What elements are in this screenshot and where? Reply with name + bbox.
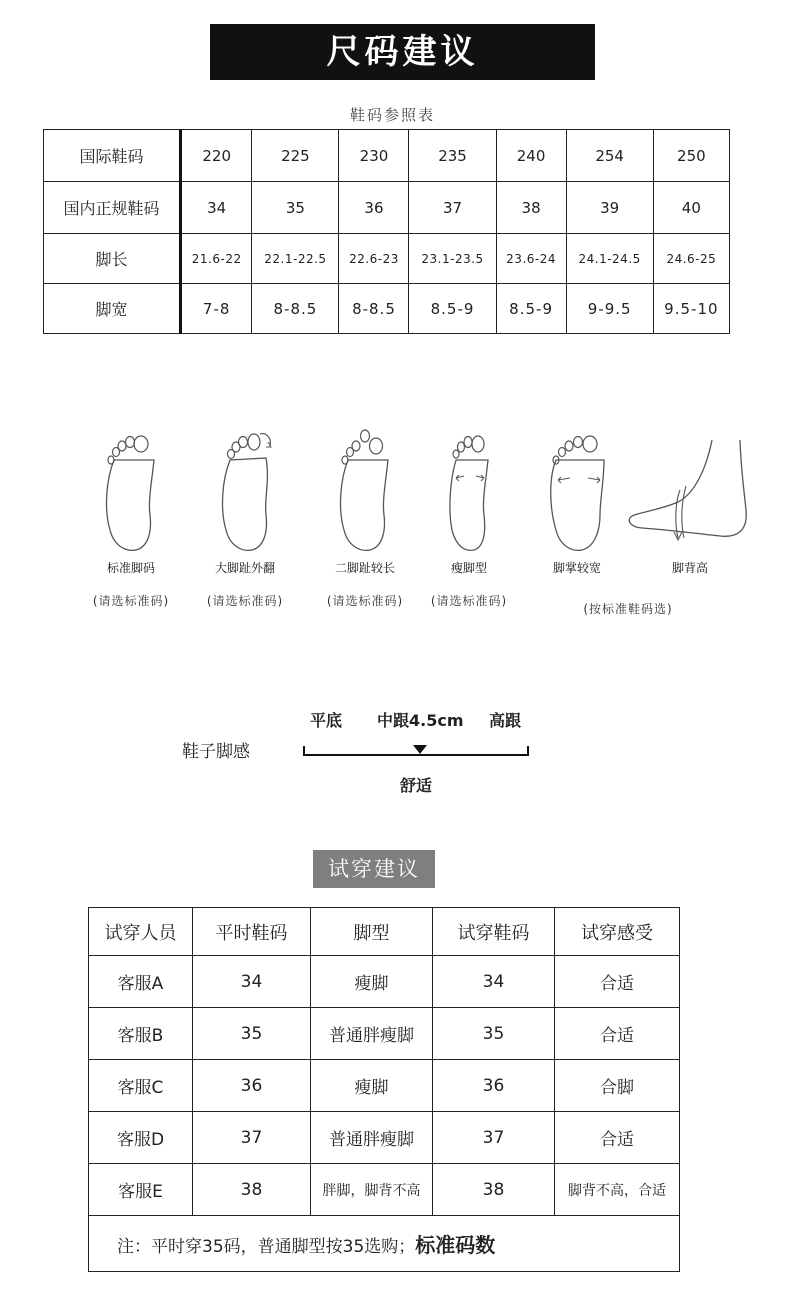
foot-type-bunion xyxy=(190,420,300,609)
scale-label-high: 高跟 xyxy=(489,711,522,730)
table-cell: 37 xyxy=(193,1112,311,1164)
table-cell: 40 xyxy=(653,182,729,234)
table-cell: 34 xyxy=(181,182,252,234)
column-header: 试穿感受 xyxy=(555,908,680,956)
table-cell: 22.1-22.5 xyxy=(252,234,339,284)
table-row xyxy=(89,956,680,1008)
table-cell: 36 xyxy=(433,1060,555,1112)
table-cell: 8.5-9 xyxy=(496,284,566,334)
long-second-toe-foot-icon xyxy=(330,420,400,555)
foot-type-note: (请选标准码) xyxy=(430,594,508,608)
foot-types-section xyxy=(0,420,800,640)
table-row xyxy=(89,1164,680,1216)
size-reference-table xyxy=(43,129,730,334)
table-cell: 瘦脚 xyxy=(311,956,433,1008)
table-cell: 瘦脚 xyxy=(311,1060,433,1112)
table-cell: 24.1-24.5 xyxy=(566,234,653,284)
table-cell: 胖脚，脚背不高 xyxy=(311,1164,433,1216)
foot-type-slim xyxy=(414,420,524,609)
high-instep-foot-icon xyxy=(620,420,760,555)
slim-foot-icon xyxy=(434,420,504,555)
table-header-row xyxy=(89,908,680,956)
table-cell: 37 xyxy=(433,1112,555,1164)
trial-table xyxy=(88,907,680,1272)
table-cell: 254 xyxy=(566,130,653,182)
foot-type-label: 二脚趾较长 xyxy=(334,561,395,575)
foot-type-standard xyxy=(76,420,186,609)
table-cell: 240 xyxy=(496,130,566,182)
table-row xyxy=(44,234,730,284)
table-row xyxy=(89,1008,680,1060)
note-emphasis: 标准码数 xyxy=(415,1233,496,1257)
foot-type-note: (请选标准码) xyxy=(326,594,404,608)
foot-type-high-instep xyxy=(620,420,760,576)
foot-type-long-second-toe xyxy=(310,420,420,609)
table-cell: 客服B xyxy=(89,1008,193,1060)
table-cell: 8-8.5 xyxy=(339,284,409,334)
page-title: 尺码建议 xyxy=(210,24,595,80)
table-cell: 23.6-24 xyxy=(496,234,566,284)
column-header: 试穿鞋码 xyxy=(433,908,555,956)
table-cell: 36 xyxy=(193,1060,311,1112)
foot-type-label: 瘦脚型 xyxy=(450,561,487,575)
table-cell: 普通胖瘦脚 xyxy=(311,1008,433,1060)
scale-marker-icon xyxy=(413,745,427,754)
note-row xyxy=(89,1216,680,1272)
table-row xyxy=(44,182,730,234)
table-cell: 合适 xyxy=(555,1008,680,1060)
table-cell: 36 xyxy=(339,182,409,234)
row-header: 脚宽 xyxy=(44,284,181,334)
table-cell: 34 xyxy=(193,956,311,1008)
column-header: 脚型 xyxy=(311,908,433,956)
row-header: 国内正规鞋码 xyxy=(44,182,181,234)
table-cell: 38 xyxy=(193,1164,311,1216)
feel-scale xyxy=(302,743,530,757)
scale-comfort-label: 舒适 xyxy=(400,776,433,795)
table-row xyxy=(89,1060,680,1112)
scale-label-mid: 中跟4.5cm xyxy=(377,711,464,730)
table-cell: 230 xyxy=(339,130,409,182)
foot-type-label: 标准脚码 xyxy=(106,561,155,575)
table-cell: 220 xyxy=(181,130,252,182)
foot-type-label: 脚背高 xyxy=(671,561,708,575)
size-table-caption: 鞋码参照表 xyxy=(349,106,435,124)
foot-type-label: 脚掌较宽 xyxy=(552,561,601,575)
table-cell: 8.5-9 xyxy=(409,284,496,334)
table-cell: 8-8.5 xyxy=(252,284,339,334)
scale-label-flat: 平底 xyxy=(310,711,343,730)
table-cell: 235 xyxy=(409,130,496,182)
table-cell: 38 xyxy=(433,1164,555,1216)
table-cell: 客服C xyxy=(89,1060,193,1112)
table-cell: 24.6-25 xyxy=(653,234,729,284)
table-row xyxy=(44,284,730,334)
column-header: 平时鞋码 xyxy=(193,908,311,956)
trial-title: 试穿建议 xyxy=(313,850,435,888)
table-cell: 35 xyxy=(193,1008,311,1060)
table-cell: 普通胖瘦脚 xyxy=(311,1112,433,1164)
table-cell: 225 xyxy=(252,130,339,182)
table-cell: 23.1-23.5 xyxy=(409,234,496,284)
table-cell: 客服A xyxy=(89,956,193,1008)
column-header: 试穿人员 xyxy=(89,908,193,956)
shoe-feel-label: 鞋子脚感 xyxy=(182,742,250,762)
table-row xyxy=(89,1112,680,1164)
foot-type-label: 大脚趾外翻 xyxy=(214,561,275,575)
table-cell: 35 xyxy=(433,1008,555,1060)
row-header: 国际鞋码 xyxy=(44,130,181,182)
table-cell: 38 xyxy=(496,182,566,234)
table-cell: 37 xyxy=(409,182,496,234)
table-cell: 39 xyxy=(566,182,653,234)
table-cell: 9.5-10 xyxy=(653,284,729,334)
table-cell: 客服E xyxy=(89,1164,193,1216)
bunion-foot-icon xyxy=(210,420,280,555)
foot-type-wide xyxy=(522,420,632,576)
foot-type-note: (请选标准码) xyxy=(92,594,170,608)
table-cell: 7-8 xyxy=(181,284,252,334)
table-cell: 21.6-22 xyxy=(181,234,252,284)
table-cell: 34 xyxy=(433,956,555,1008)
table-row xyxy=(44,130,730,182)
wide-foot-icon xyxy=(542,420,612,555)
table-cell: 合适 xyxy=(555,956,680,1008)
row-header: 脚长 xyxy=(44,234,181,284)
table-cell: 脚背不高，合适 xyxy=(555,1164,680,1216)
table-cell: 客服D xyxy=(89,1112,193,1164)
foot-type-note: (按标准鞋码选) xyxy=(583,602,673,616)
table-cell: 合脚 xyxy=(555,1060,680,1112)
table-cell: 合适 xyxy=(555,1112,680,1164)
note-text: 注：平时穿35码，普通脚型按35选购； xyxy=(117,1237,416,1257)
table-cell: 35 xyxy=(252,182,339,234)
table-cell: 22.6-23 xyxy=(339,234,409,284)
table-cell: 9-9.5 xyxy=(566,284,653,334)
standard-foot-icon xyxy=(96,420,166,555)
table-cell: 250 xyxy=(653,130,729,182)
trial-note xyxy=(89,1216,680,1272)
foot-type-note: (请选标准码) xyxy=(206,594,284,608)
